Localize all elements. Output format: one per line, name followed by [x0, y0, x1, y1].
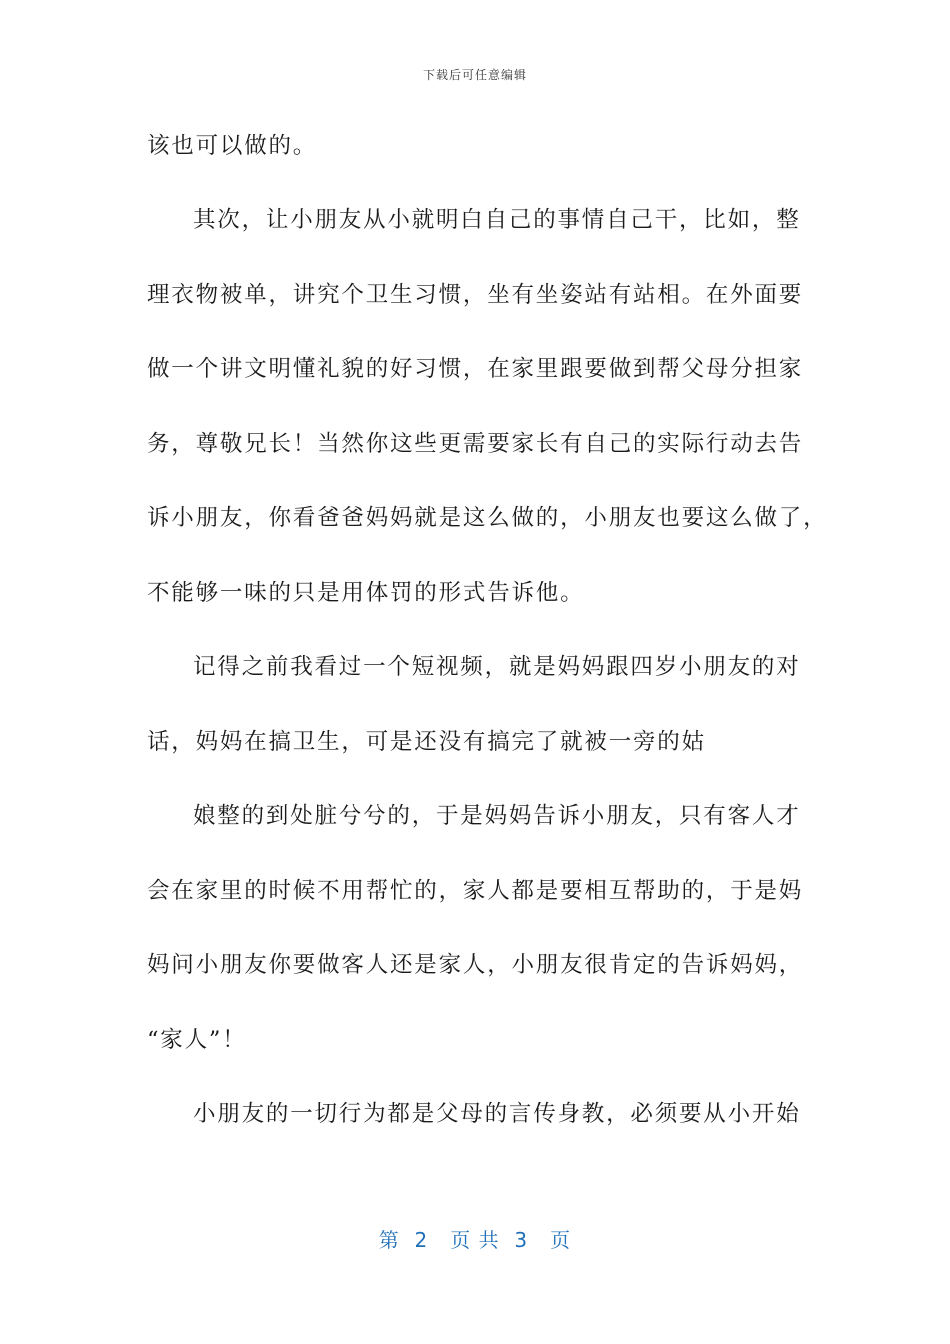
text-line: 妈问小朋友你要做客人还是家人，小朋友很肯定的告诉妈妈，	[147, 952, 804, 978]
text-line: 其次，让小朋友从小就明白自己的事情自己干，比如，整	[193, 207, 801, 233]
text-line: 记得之前我看过一个短视频，就是妈妈跟四岁小朋友的对	[193, 654, 801, 680]
text-line: 诉小朋友，你看爸爸妈妈就是这么做的，小朋友也要这么做了，	[147, 505, 828, 531]
text-line: “家人”！	[147, 1027, 247, 1053]
text-line: 该也可以做的。	[147, 133, 318, 159]
text-line: 话，妈妈在搞卫生，可是还没有搞完了就被一旁的姑	[147, 729, 706, 755]
page-header: 下载后可任意编辑	[422, 68, 527, 82]
text-line: 做一个讲文明懂礼貌的好习惯，在家里跟要做到帮父母分担家	[147, 356, 804, 382]
text-line: 娘整的到处脏兮兮的，于是妈妈告诉小朋友，只有客人才	[193, 803, 801, 829]
text-line: 理衣物被单，讲究个卫生习惯，坐有坐姿站有站相。在外面要	[147, 282, 804, 308]
text-line: 会在家里的时候不用帮忙的，家人都是要相互帮助的，于是妈	[147, 878, 804, 904]
text-line: 不能够一味的只是用体罚的形式告诉他。	[147, 580, 585, 606]
text-line: 小朋友的一切行为都是父母的言传身教，必须要从小开始	[193, 1101, 801, 1127]
page-number-footer: 第 2 页 共 3 页	[378, 1228, 572, 1252]
text-line: 务，尊敬兄长！当然你这些更需要家长有自己的实际行动去告	[147, 431, 804, 457]
